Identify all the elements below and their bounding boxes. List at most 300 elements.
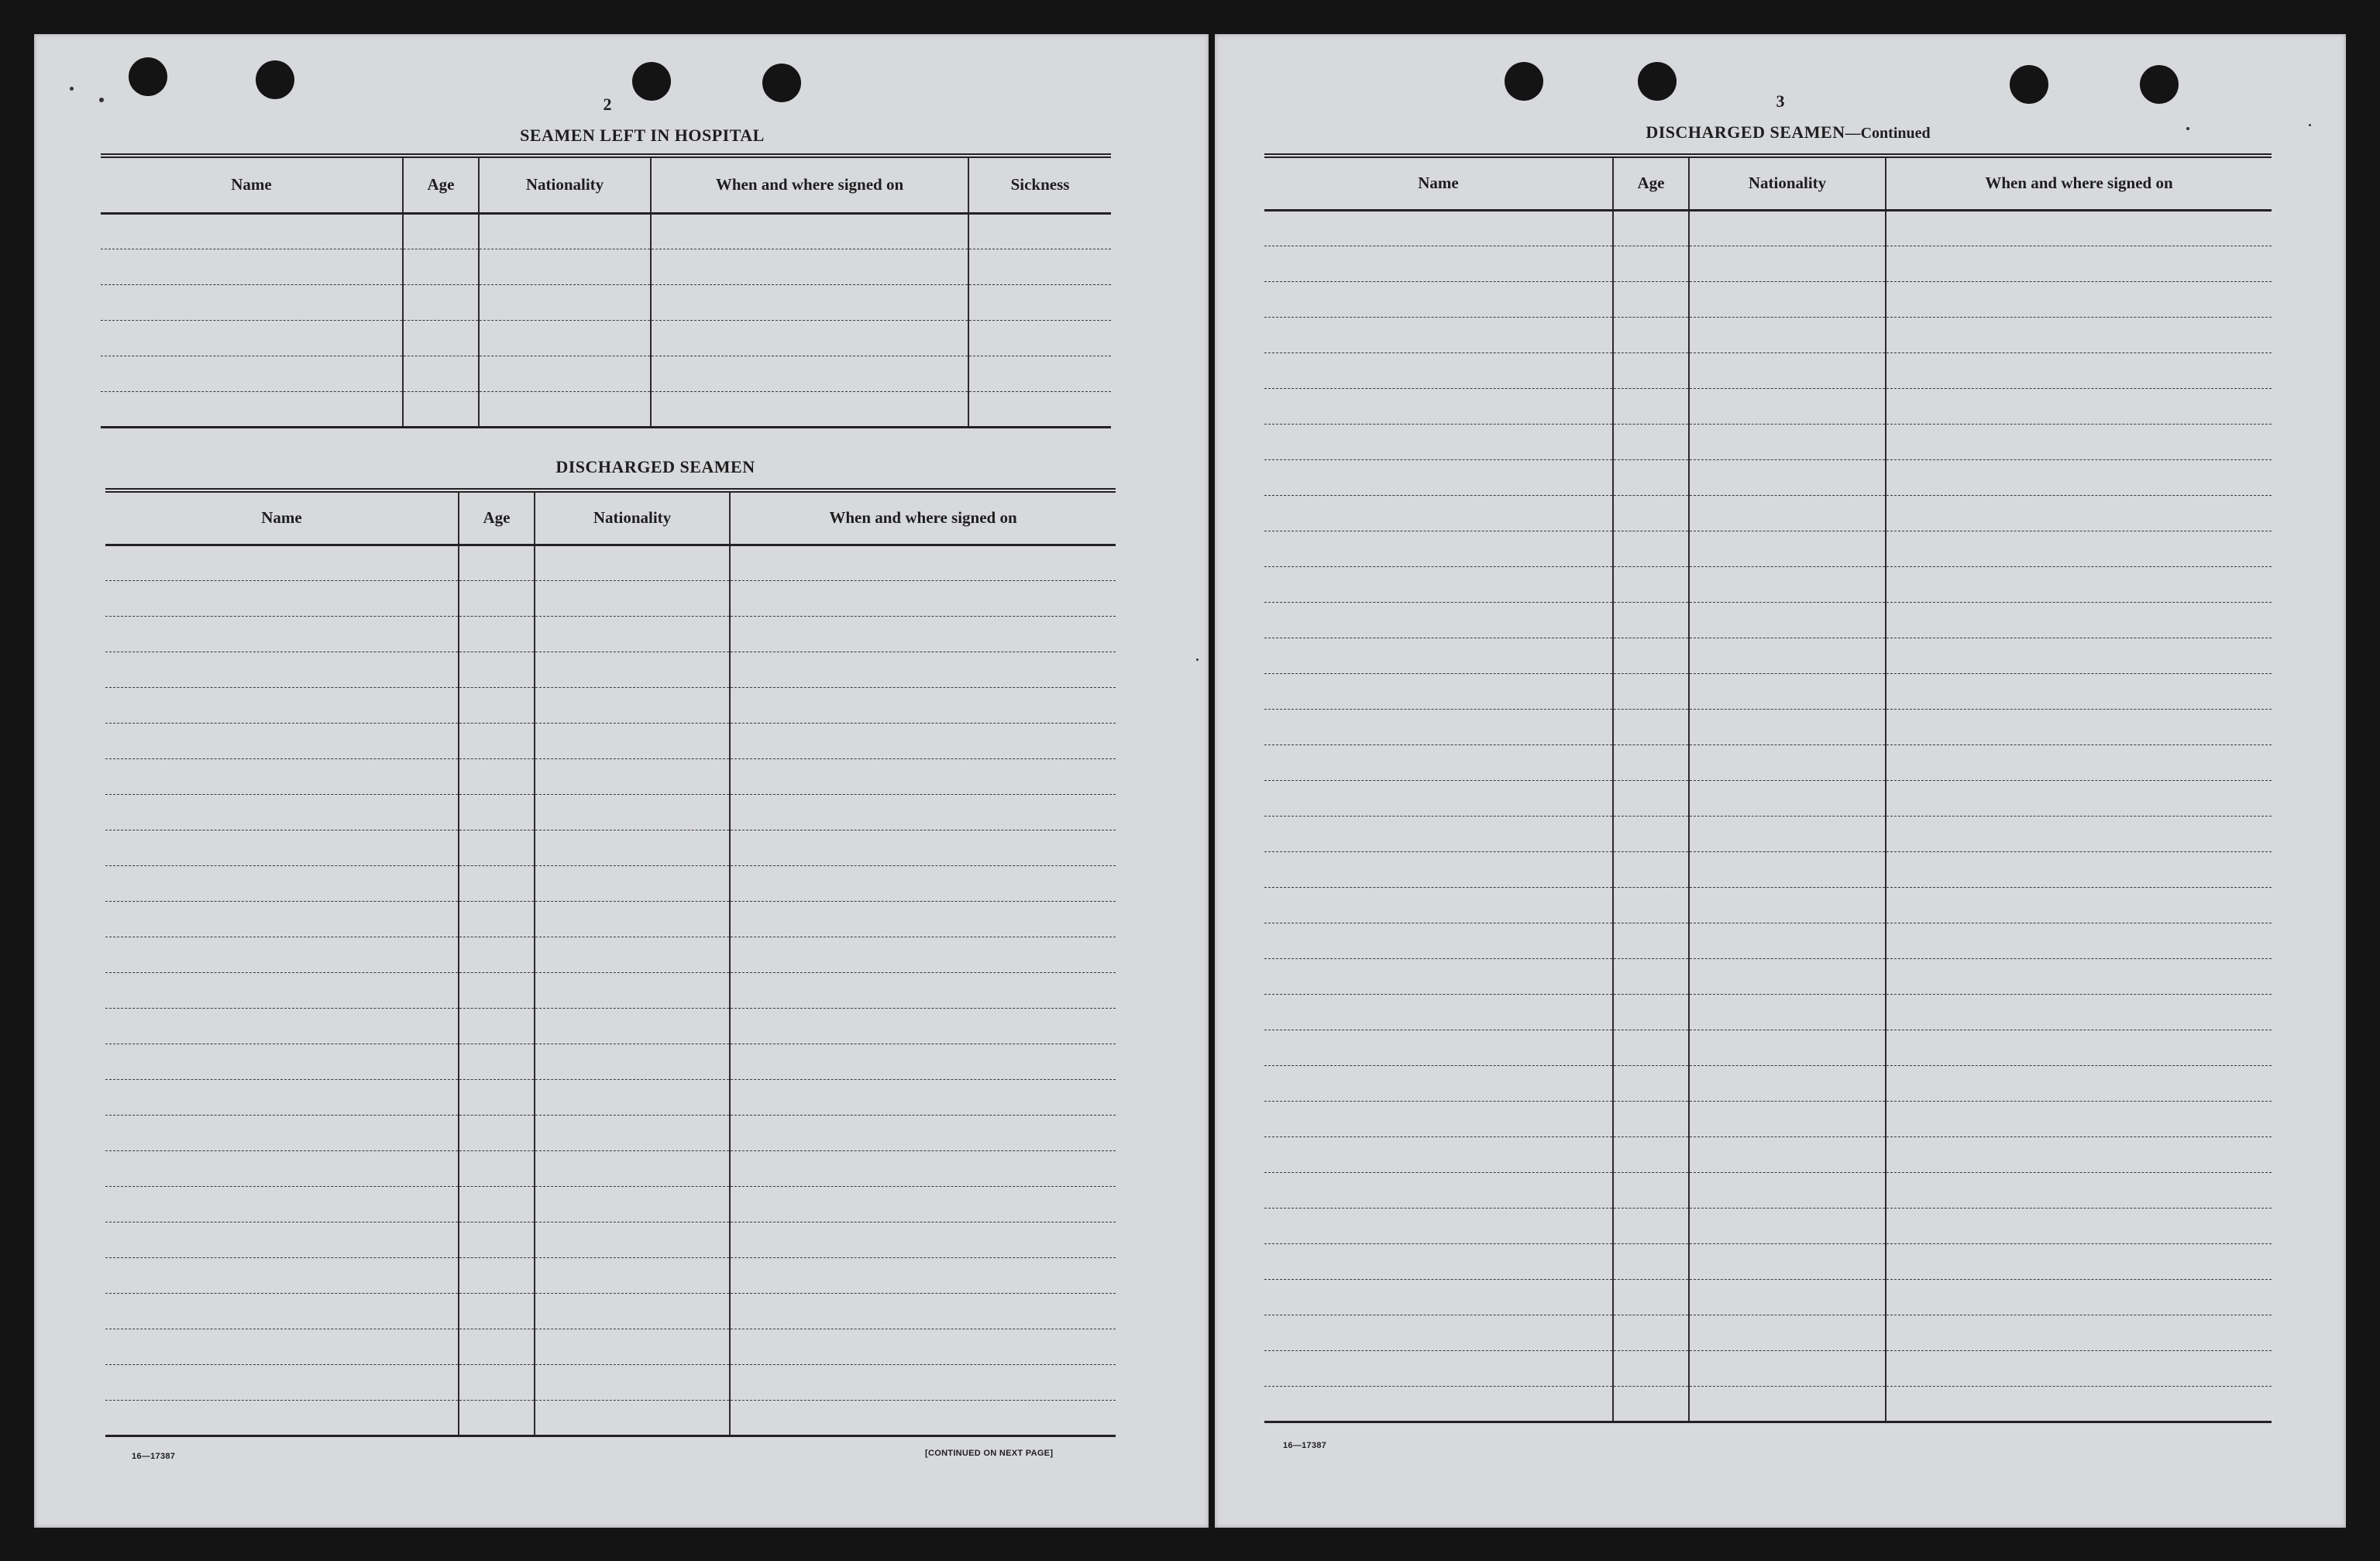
blank-cell bbox=[730, 1329, 1116, 1364]
blank-cell bbox=[105, 758, 459, 794]
blank-cell bbox=[105, 723, 459, 758]
blank-cell bbox=[1613, 1350, 1689, 1386]
table-row bbox=[1264, 673, 2272, 709]
blank-cell bbox=[1886, 709, 2272, 744]
blank-cell bbox=[1886, 531, 2272, 566]
blank-cell bbox=[1886, 352, 2272, 388]
blank-cell bbox=[1689, 210, 1886, 246]
blank-cell bbox=[105, 580, 459, 616]
blank-cell bbox=[1689, 1065, 1886, 1101]
table-row bbox=[105, 972, 1116, 1008]
blank-cell bbox=[1689, 994, 1886, 1030]
blank-cell bbox=[1613, 495, 1689, 531]
blank-cell bbox=[1264, 673, 1613, 709]
blank-cell bbox=[1264, 531, 1613, 566]
column-header: Age bbox=[403, 156, 479, 213]
blank-cell bbox=[459, 1293, 535, 1329]
section-title-discharged: DISCHARGED SEAMEN bbox=[555, 457, 755, 476]
blank-cell bbox=[535, 1257, 730, 1293]
section-title-suffix: —Continued bbox=[1845, 125, 1931, 142]
table-row bbox=[105, 1257, 1116, 1293]
blank-cell bbox=[1264, 887, 1613, 923]
table-row bbox=[1264, 210, 2272, 246]
table-row bbox=[1264, 958, 2272, 994]
blank-cell bbox=[1886, 459, 2272, 495]
blank-cell bbox=[535, 1079, 730, 1115]
blank-cell bbox=[1264, 424, 1613, 459]
blank-cell bbox=[105, 1222, 459, 1257]
blank-cell bbox=[1613, 923, 1689, 958]
table-row bbox=[1264, 459, 2272, 495]
blank-cell bbox=[1613, 602, 1689, 638]
table-row bbox=[101, 213, 1111, 249]
blank-cell bbox=[1886, 851, 2272, 887]
blank-cell bbox=[1886, 424, 2272, 459]
table-row bbox=[1264, 638, 2272, 673]
blank-cell bbox=[1613, 994, 1689, 1030]
blank-cell bbox=[1264, 1386, 1613, 1422]
table-row bbox=[105, 545, 1116, 580]
blank-cell bbox=[459, 580, 535, 616]
blank-cell bbox=[535, 1364, 730, 1400]
blank-cell bbox=[1613, 1136, 1689, 1172]
blank-cell bbox=[730, 901, 1116, 937]
blank-cell bbox=[1613, 887, 1689, 923]
blank-cell bbox=[1886, 923, 2272, 958]
blank-cell bbox=[1886, 1243, 2272, 1279]
discharged-table-continued bbox=[1264, 153, 2272, 1423]
blank-cell bbox=[1689, 1136, 1886, 1172]
blank-cell bbox=[1689, 673, 1886, 709]
table-row bbox=[1264, 246, 2272, 281]
blank-cell bbox=[1689, 459, 1886, 495]
blank-cell bbox=[1264, 1030, 1613, 1065]
form-number: 16—17387 bbox=[1283, 1441, 1327, 1450]
blank-cell bbox=[730, 830, 1116, 865]
blank-cell bbox=[1689, 281, 1886, 317]
blank-cell bbox=[1886, 1208, 2272, 1243]
table-row bbox=[105, 1293, 1116, 1329]
blank-cell bbox=[403, 284, 479, 320]
page-number: 3 bbox=[1776, 91, 1785, 111]
blank-cell bbox=[1264, 780, 1613, 816]
section-title-text: DISCHARGED SEAMEN bbox=[1646, 122, 1845, 142]
blank-cell bbox=[105, 972, 459, 1008]
blank-cell bbox=[1613, 1386, 1689, 1422]
blank-cell bbox=[105, 865, 459, 901]
punch-hole bbox=[762, 64, 801, 102]
blank-cell bbox=[1264, 744, 1613, 780]
hospital-table bbox=[101, 153, 1111, 428]
blank-cell bbox=[1886, 780, 2272, 816]
speck bbox=[2186, 127, 2189, 130]
blank-cell bbox=[1264, 388, 1613, 424]
table-row bbox=[105, 1222, 1116, 1257]
blank-cell bbox=[535, 1400, 730, 1436]
blank-cell bbox=[105, 830, 459, 865]
blank-cell bbox=[1613, 459, 1689, 495]
blank-cell bbox=[105, 1150, 459, 1186]
blank-cell bbox=[403, 391, 479, 427]
blank-cell bbox=[105, 1008, 459, 1044]
blank-cell bbox=[459, 1364, 535, 1400]
blank-cell bbox=[1689, 531, 1886, 566]
blank-cell bbox=[1689, 1101, 1886, 1136]
blank-cell bbox=[1613, 210, 1689, 246]
blank-cell bbox=[1689, 816, 1886, 851]
blank-cell bbox=[730, 687, 1116, 723]
blank-cell bbox=[1264, 1136, 1613, 1172]
blank-cell bbox=[1886, 744, 2272, 780]
punch-hole bbox=[1638, 62, 1677, 101]
blank-cell bbox=[479, 249, 651, 284]
blank-cell bbox=[730, 616, 1116, 652]
column-header: Nationality bbox=[479, 156, 651, 213]
blank-cell bbox=[479, 356, 651, 391]
blank-cell bbox=[1264, 352, 1613, 388]
blank-cell bbox=[651, 213, 968, 249]
blank-cell bbox=[1264, 1315, 1613, 1350]
blank-cell bbox=[1886, 816, 2272, 851]
table-row bbox=[1264, 1315, 2272, 1350]
blank-cell bbox=[651, 391, 968, 427]
blank-cell bbox=[1886, 1350, 2272, 1386]
speck bbox=[70, 87, 74, 91]
table-row bbox=[1264, 851, 2272, 887]
blank-cell bbox=[1264, 638, 1613, 673]
blank-cell bbox=[968, 391, 1111, 427]
blank-cell bbox=[535, 1186, 730, 1222]
blank-cell bbox=[105, 901, 459, 937]
blank-cell bbox=[459, 616, 535, 652]
table-row bbox=[101, 249, 1111, 284]
blank-cell bbox=[535, 1293, 730, 1329]
blank-cell bbox=[1689, 495, 1886, 531]
blank-cell bbox=[1689, 1208, 1886, 1243]
column-header: Name bbox=[1264, 156, 1613, 210]
blank-cell bbox=[459, 794, 535, 830]
blank-cell bbox=[105, 1044, 459, 1079]
table-row bbox=[101, 320, 1111, 356]
blank-cell bbox=[1689, 1172, 1886, 1208]
blank-cell bbox=[459, 1400, 535, 1436]
blank-cell bbox=[1886, 388, 2272, 424]
speck bbox=[1196, 658, 1199, 661]
table-row bbox=[105, 1115, 1116, 1150]
table-row bbox=[105, 1079, 1116, 1115]
blank-cell bbox=[459, 687, 535, 723]
blank-cell bbox=[1886, 958, 2272, 994]
blank-cell bbox=[1689, 1030, 1886, 1065]
punch-hole bbox=[256, 60, 294, 99]
blank-cell bbox=[535, 687, 730, 723]
blank-cell bbox=[105, 687, 459, 723]
blank-cell bbox=[105, 1293, 459, 1329]
blank-cell bbox=[459, 1115, 535, 1150]
blank-cell bbox=[1264, 1208, 1613, 1243]
blank-cell bbox=[1613, 1101, 1689, 1136]
table-row bbox=[1264, 994, 2272, 1030]
table-row bbox=[1264, 1279, 2272, 1315]
blank-cell bbox=[459, 1186, 535, 1222]
blank-cell bbox=[403, 320, 479, 356]
column-header: When and where signed on bbox=[1886, 156, 2272, 210]
blank-cell bbox=[1264, 851, 1613, 887]
table-row bbox=[1264, 424, 2272, 459]
table-row bbox=[1264, 1101, 2272, 1136]
column-header: Age bbox=[459, 490, 535, 545]
table-row bbox=[1264, 1386, 2272, 1422]
blank-cell bbox=[1264, 1065, 1613, 1101]
blank-cell bbox=[535, 616, 730, 652]
blank-cell bbox=[459, 1150, 535, 1186]
blank-cell bbox=[1613, 958, 1689, 994]
blank-cell bbox=[730, 1364, 1116, 1400]
blank-cell bbox=[1613, 780, 1689, 816]
table-row bbox=[105, 723, 1116, 758]
column-header: Age bbox=[1613, 156, 1689, 210]
blank-cell bbox=[1689, 424, 1886, 459]
punch-hole bbox=[2140, 65, 2179, 104]
blank-cell bbox=[101, 320, 403, 356]
blank-cell bbox=[1689, 887, 1886, 923]
blank-cell bbox=[1613, 388, 1689, 424]
blank-cell bbox=[730, 1186, 1116, 1222]
blank-cell bbox=[101, 391, 403, 427]
blank-cell bbox=[479, 213, 651, 249]
blank-cell bbox=[535, 652, 730, 687]
column-header: Name bbox=[105, 490, 459, 545]
table-row bbox=[1264, 1030, 2272, 1065]
blank-cell bbox=[1613, 317, 1689, 352]
blank-cell bbox=[1264, 317, 1613, 352]
blank-cell bbox=[479, 284, 651, 320]
table-row bbox=[105, 1008, 1116, 1044]
blank-cell bbox=[1264, 1279, 1613, 1315]
blank-cell bbox=[535, 937, 730, 972]
blank-cell bbox=[479, 391, 651, 427]
table-row bbox=[101, 356, 1111, 391]
blank-cell bbox=[1613, 566, 1689, 602]
blank-cell bbox=[101, 249, 403, 284]
blank-cell bbox=[1264, 602, 1613, 638]
blank-cell bbox=[1613, 281, 1689, 317]
blank-cell bbox=[1613, 1279, 1689, 1315]
table-row bbox=[1264, 1136, 2272, 1172]
blank-cell bbox=[730, 972, 1116, 1008]
table-row bbox=[105, 758, 1116, 794]
blank-cell bbox=[459, 972, 535, 1008]
blank-cell bbox=[1689, 1350, 1886, 1386]
blank-cell bbox=[535, 865, 730, 901]
blank-cell bbox=[1264, 1243, 1613, 1279]
blank-cell bbox=[535, 723, 730, 758]
blank-cell bbox=[535, 1115, 730, 1150]
blank-cell bbox=[1886, 566, 2272, 602]
blank-cell bbox=[730, 1222, 1116, 1257]
blank-cell bbox=[459, 545, 535, 580]
blank-cell bbox=[105, 1257, 459, 1293]
blank-cell bbox=[968, 356, 1111, 391]
blank-cell bbox=[1689, 317, 1886, 352]
blank-cell bbox=[1689, 744, 1886, 780]
blank-cell bbox=[651, 249, 968, 284]
table-row bbox=[1264, 281, 2272, 317]
table-row bbox=[1264, 531, 2272, 566]
punch-hole bbox=[1505, 62, 1543, 101]
table-row bbox=[105, 652, 1116, 687]
blank-cell bbox=[1886, 246, 2272, 281]
blank-cell bbox=[1689, 1279, 1886, 1315]
column-header: When and where signed on bbox=[730, 490, 1116, 545]
punch-hole bbox=[2010, 65, 2048, 104]
blank-cell bbox=[459, 830, 535, 865]
blank-cell bbox=[403, 356, 479, 391]
blank-cell bbox=[105, 616, 459, 652]
continued-note: [CONTINUED ON NEXT PAGE] bbox=[925, 1449, 1054, 1458]
right-page bbox=[1215, 34, 2346, 1528]
table-row bbox=[105, 830, 1116, 865]
table-row bbox=[1264, 887, 2272, 923]
blank-cell bbox=[1613, 709, 1689, 744]
blank-cell bbox=[535, 794, 730, 830]
blank-cell bbox=[968, 249, 1111, 284]
blank-cell bbox=[459, 652, 535, 687]
blank-cell bbox=[730, 1044, 1116, 1079]
blank-cell bbox=[730, 545, 1116, 580]
blank-cell bbox=[1613, 673, 1689, 709]
table-row bbox=[105, 1400, 1116, 1436]
blank-cell bbox=[730, 1293, 1116, 1329]
table-row bbox=[1264, 816, 2272, 851]
speck bbox=[2309, 124, 2311, 126]
blank-cell bbox=[459, 1329, 535, 1364]
blank-cell bbox=[105, 1186, 459, 1222]
blank-cell bbox=[535, 758, 730, 794]
blank-cell bbox=[1613, 352, 1689, 388]
table-row bbox=[1264, 1350, 2272, 1386]
blank-cell bbox=[1613, 1243, 1689, 1279]
blank-cell bbox=[1886, 673, 2272, 709]
blank-cell bbox=[1689, 1243, 1886, 1279]
blank-cell bbox=[105, 545, 459, 580]
blank-cell bbox=[1264, 958, 1613, 994]
blank-cell bbox=[1264, 1350, 1613, 1386]
blank-cell bbox=[535, 901, 730, 937]
table-row bbox=[105, 865, 1116, 901]
blank-cell bbox=[1613, 1065, 1689, 1101]
blank-cell bbox=[1886, 1315, 2272, 1350]
table-row bbox=[1264, 352, 2272, 388]
table-row bbox=[1264, 602, 2272, 638]
table-row bbox=[105, 1044, 1116, 1079]
form-number: 16—17387 bbox=[132, 1452, 176, 1461]
blank-cell bbox=[1886, 1030, 2272, 1065]
table-row bbox=[105, 616, 1116, 652]
column-header: Nationality bbox=[1689, 156, 1886, 210]
blank-cell bbox=[535, 1008, 730, 1044]
blank-cell bbox=[730, 865, 1116, 901]
blank-cell bbox=[730, 1257, 1116, 1293]
blank-cell bbox=[1886, 210, 2272, 246]
section-title-hospital: SEAMEN LEFT IN HOSPITAL bbox=[520, 125, 765, 145]
blank-cell bbox=[968, 284, 1111, 320]
table-row bbox=[1264, 317, 2272, 352]
table-row bbox=[1264, 1243, 2272, 1279]
blank-cell bbox=[1264, 246, 1613, 281]
blank-cell bbox=[1886, 1172, 2272, 1208]
blank-cell bbox=[1264, 495, 1613, 531]
blank-cell bbox=[1689, 388, 1886, 424]
blank-cell bbox=[459, 723, 535, 758]
table-row bbox=[101, 391, 1111, 427]
blank-cell bbox=[730, 580, 1116, 616]
blank-cell bbox=[1264, 816, 1613, 851]
blank-cell bbox=[1886, 994, 2272, 1030]
blank-cell bbox=[1613, 531, 1689, 566]
blank-cell bbox=[1264, 210, 1613, 246]
table-row bbox=[105, 794, 1116, 830]
blank-cell bbox=[1689, 709, 1886, 744]
blank-cell bbox=[1689, 566, 1886, 602]
table-row bbox=[1264, 709, 2272, 744]
blank-cell bbox=[1613, 424, 1689, 459]
blank-cell bbox=[1613, 1208, 1689, 1243]
blank-cell bbox=[105, 1329, 459, 1364]
blank-cell bbox=[1613, 851, 1689, 887]
blank-cell bbox=[1689, 1386, 1886, 1422]
blank-cell bbox=[1613, 1030, 1689, 1065]
blank-cell bbox=[1886, 281, 2272, 317]
blank-cell bbox=[1613, 1315, 1689, 1350]
blank-cell bbox=[1264, 566, 1613, 602]
blank-cell bbox=[1613, 744, 1689, 780]
blank-cell bbox=[1264, 923, 1613, 958]
table-row bbox=[105, 1364, 1116, 1400]
column-header: Sickness bbox=[968, 156, 1111, 213]
table-row bbox=[105, 1186, 1116, 1222]
blank-cell bbox=[1689, 923, 1886, 958]
blank-cell bbox=[651, 284, 968, 320]
blank-cell bbox=[101, 284, 403, 320]
blank-cell bbox=[459, 1008, 535, 1044]
blank-cell bbox=[535, 1222, 730, 1257]
blank-cell bbox=[459, 1079, 535, 1115]
punch-hole bbox=[129, 57, 167, 96]
blank-cell bbox=[730, 1400, 1116, 1436]
blank-cell bbox=[1886, 495, 2272, 531]
blank-cell bbox=[1886, 638, 2272, 673]
table-row bbox=[1264, 388, 2272, 424]
blank-cell bbox=[479, 320, 651, 356]
blank-cell bbox=[1613, 1172, 1689, 1208]
page-number: 2 bbox=[603, 95, 612, 114]
blank-cell bbox=[730, 758, 1116, 794]
column-header: Nationality bbox=[535, 490, 730, 545]
blank-cell bbox=[1613, 246, 1689, 281]
blank-cell bbox=[105, 1400, 459, 1436]
blank-cell bbox=[105, 937, 459, 972]
blank-cell bbox=[968, 320, 1111, 356]
blank-cell bbox=[1689, 851, 1886, 887]
blank-cell bbox=[1264, 709, 1613, 744]
discharged-table bbox=[105, 488, 1116, 1437]
blank-cell bbox=[535, 545, 730, 580]
blank-cell bbox=[459, 1044, 535, 1079]
blank-cell bbox=[101, 213, 403, 249]
left-page bbox=[34, 34, 1209, 1528]
table-row bbox=[101, 284, 1111, 320]
